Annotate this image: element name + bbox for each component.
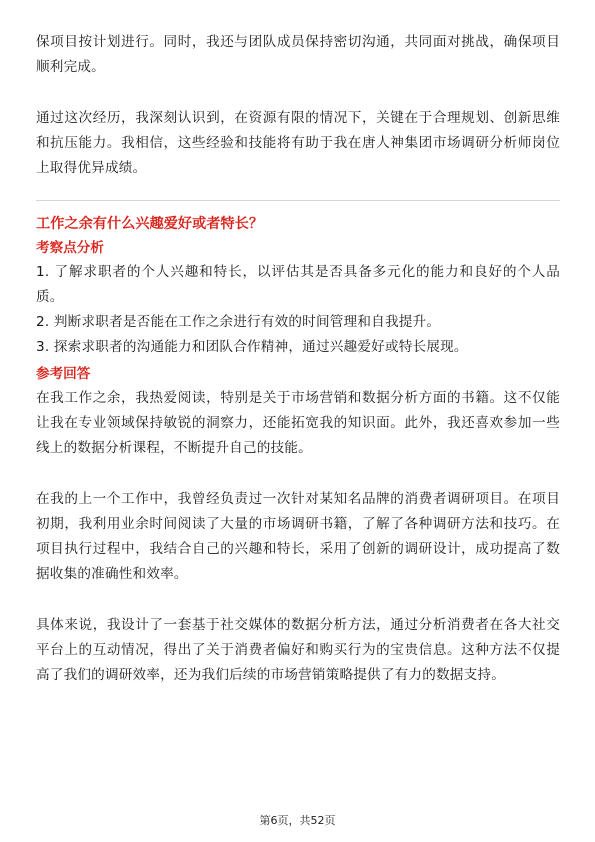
page-content (36, 30, 560, 688)
page-number-footer: 第6页，共52页 (259, 814, 336, 827)
section-divider (36, 200, 560, 201)
analysis-item-3: 3. 探索求职者的沟通能力和团队合作精神，通过兴趣爱好或特长展现。 (36, 339, 468, 355)
answer-paragraph-3: 具体来说，我设计了一套基于社交媒体的数据分析方法，通过分析消费者在各大社交平台上的互动情况，得出了关于消费者偏好和购买行为的宝贵信息。这种方法不仅提高了我们的调研效率，还为我们后续的市场营销策略提供了有力的数据支持。 (36, 617, 560, 683)
answer-paragraph-1: 在我工作之余，我热爱阅读，特别是关于市场营销和数据分析方面的书籍。这不仅能让我在专业领域保持敏锐的洞察力，还能拓宽我的知识面。此外，我还喜欢参加一些线上的数据分析课程，不断提升自己的技能。 (36, 390, 560, 456)
answer-title: 参考回答 (36, 366, 91, 382)
answer-paragraph-2: 在我的上一个工作中，我曾经负责过一次针对某知名品牌的消费者调研项目。在项目初期，我利用业余时间阅读了大量的市场调研书籍，了解了各种调研方法和技巧。在项目执行过程中，我结合自己的兴趣和特长，采用了创新的调研设计，成功提高了数据收集的准确性和效率。 (36, 491, 560, 582)
paragraph-spacer (36, 80, 560, 106)
paragraph-spacer (36, 461, 560, 487)
analysis-item-1: 1. 了解求职者的个人兴趣和特长，以评估其是否具备多元化的能力和良好的个人品质。 (36, 264, 560, 305)
question-heading: 工作之余有什么兴趣爱好或者特长？ (36, 216, 264, 232)
analysis-title: 考察点分析 (36, 240, 104, 256)
intro-paragraph-1: 保项目按计划进行。同时，我还与团队成员保持密切沟通，共同面对挑战，确保项目顺利完成。 (36, 34, 560, 75)
intro-paragraph-2: 通过这次经历，我深刻认识到，在资源有限的情况下，关键在于合理规划、创新思维和抗压能力。我相信，这些经验和技能将有助于我在唐人神集团市场调研分析师岗位上取得优异成绩。 (36, 110, 560, 176)
analysis-item-2: 2. 判断求职者是否能在工作之余进行有效的时间管理和自我提升。 (36, 314, 441, 330)
paragraph-spacer (36, 587, 560, 613)
